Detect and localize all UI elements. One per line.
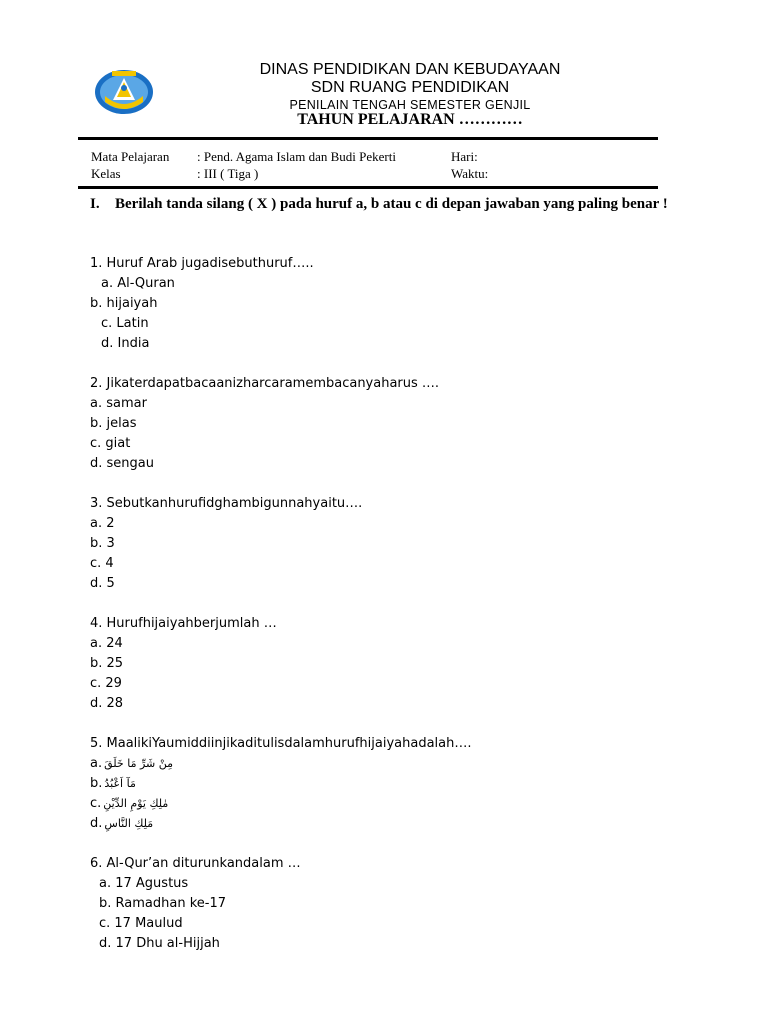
school-title: SDN RUANG PENDIDIKAN <box>310 79 510 96</box>
option-letter: b. <box>90 776 103 791</box>
arabic-text: مَآ اَعْبُدُ <box>104 777 136 790</box>
office-title: DINAS PENDIDIKAN DAN KEBUDAYAAN <box>259 61 561 78</box>
header-divider-top <box>78 137 658 140</box>
question-2-option-d: d. sengau <box>90 456 154 471</box>
arabic-text: مٰلِكِ يَوْمِ الدِّيْنِ <box>103 797 169 810</box>
question-6-option-b: b. Ramadhan ke-17 <box>99 896 226 911</box>
question-3-text: 3. Sebutkanhurufidghambigunnahyaitu…. <box>90 496 363 511</box>
header-divider-bottom <box>78 186 658 189</box>
section-number: I. <box>90 196 100 212</box>
question-6-option-c: c. 17 Maulud <box>99 916 183 931</box>
question-5-option-d <box>90 814 153 834</box>
question-4-option-b: b. 25 <box>90 656 124 671</box>
question-3-option-a: a. 2 <box>90 516 115 531</box>
question-4-text: 4. Hurufhijaiyahberjumlah … <box>90 616 277 631</box>
class-label: Kelas <box>91 166 121 181</box>
day-label: Hari: <box>451 149 478 164</box>
question-2-option-b: b. jelas <box>90 416 137 431</box>
ministry-logo-icon <box>93 66 155 116</box>
question-5-option-c <box>90 794 168 814</box>
question-3-option-b: b. 3 <box>90 536 115 551</box>
question-3-option-c: c. 4 <box>90 556 114 571</box>
question-2-option-c: c. giat <box>90 436 131 451</box>
question-1-option-c: c. Latin <box>101 316 149 331</box>
question-4-option-c: c. 29 <box>90 676 122 691</box>
question-4-option-d: d. 28 <box>90 696 124 711</box>
option-letter: a. <box>90 756 103 771</box>
question-4-option-a: a. 24 <box>90 636 123 651</box>
question-6-option-a: a. 17 Agustus <box>99 876 189 891</box>
time-label: Waktu: <box>451 166 489 181</box>
question-5-text: 5. MaalikiYaumiddiinjikaditulisdalamhurufhijaiyahadalah…. <box>90 736 472 751</box>
arabic-text: مَلِكِ النَّاسِ <box>104 817 154 830</box>
question-3-option-d: d. 5 <box>90 576 115 591</box>
question-6-text: 6. Al-Qur’an diturunkandalam … <box>90 856 301 871</box>
subject-value: : Pend. Agama Islam dan Budi Pekerti <box>197 149 396 164</box>
option-letter: d. <box>90 816 103 831</box>
question-2-option-a: a. samar <box>90 396 147 411</box>
question-1-option-a: a. Al-Quran <box>101 276 175 291</box>
question-5-option-a <box>90 754 173 774</box>
question-5-option-b <box>90 774 136 794</box>
question-1-option-b: b. hijaiyah <box>90 296 158 311</box>
question-1-option-d: d. India <box>101 336 150 351</box>
question-1-text: 1. Huruf Arab jugadisebuthuruf….. <box>90 256 314 271</box>
section-instruction-text: Berilah tanda silang ( X ) pada huruf a, b atau c di depan jawaban yang paling benar ! <box>115 196 668 212</box>
subject-label: Mata Pelajaran <box>91 149 170 164</box>
class-value: : III ( Tiga ) <box>197 166 259 181</box>
academic-year-title: TAHUN PELAJARAN ………… <box>297 111 523 128</box>
exam-title: PENILAIN TENGAH SEMESTER GENJIL <box>289 98 531 112</box>
question-6-option-d: d. 17 Dhu al-Hijjah <box>99 936 220 951</box>
question-2-text: 2. Jikaterdapatbacaanizharcaramembacanyaharus …. <box>90 376 440 391</box>
arabic-text: مِنْ شَرِّ مَا خَلَقَ <box>104 757 174 770</box>
option-letter: c. <box>90 796 102 811</box>
